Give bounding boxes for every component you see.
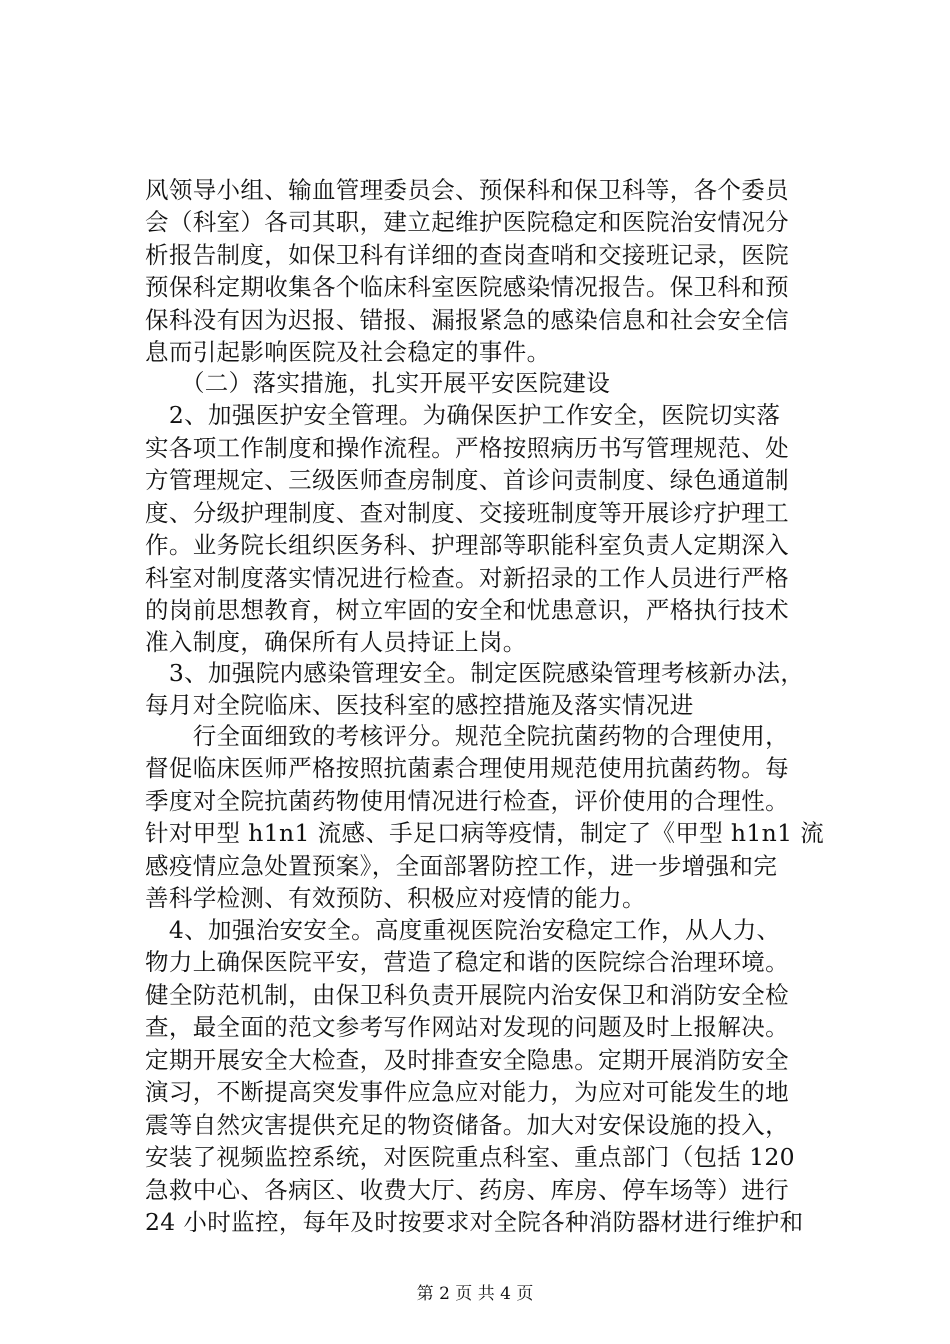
body-text-line: 准入制度，确保所有人员持证上岗。 bbox=[145, 628, 527, 656]
body-text-line: 督促临床医师严格按照抗菌素合理使用规范使用抗菌药物。每 bbox=[145, 754, 789, 782]
body-text-line: 度、分级护理制度、查对制度、交接班制度等开展诊疗护理工 bbox=[145, 499, 789, 527]
body-text-line: 息而引起影响医院及社会稳定的事件。 bbox=[145, 338, 551, 366]
body-text-line: 善科学检测、有效预防、积极应对疫情的能力。 bbox=[145, 884, 646, 912]
body-text-line: 演习，不断提高突发事件应急应对能力，为应对可能发生的地 bbox=[145, 1078, 789, 1106]
page-number-footer: 第 2 页 共 4 页 bbox=[416, 1284, 534, 1304]
body-text-line: 4、加强治安安全。高度重视医院治安稳定工作，从人力、 bbox=[145, 916, 781, 944]
body-text-line: 析报告制度，如保卫科有详细的查岗查哨和交接班记录，医院 bbox=[145, 241, 789, 269]
body-text-line: 每月对全院临床、医技科室的感控措施及落实情况进 bbox=[145, 691, 694, 719]
body-text-line: 3、加强院内感染管理安全。制定医院感染管理考核新办法， bbox=[145, 659, 805, 687]
body-text-line: 保科没有因为迟报、错报、漏报紧急的感染信息和社会安全信 bbox=[145, 306, 789, 334]
body-text-line: 实各项工作制度和操作流程。严格按照病历书写管理规范、处 bbox=[145, 434, 789, 462]
body-text-line: 查，最全面的范文参考写作网站对发现的问题及时上报解决。 bbox=[145, 1013, 789, 1041]
body-text-line: 科室对制度落实情况进行检查。对新招录的工作人员进行严格 bbox=[145, 564, 789, 592]
body-text-line: 震等自然灾害提供充足的物资储备。加大对安保设施的投入， bbox=[145, 1111, 789, 1139]
body-text-line: 季度对全院抗菌药物使用情况进行检查，评价使用的合理性。 bbox=[145, 787, 789, 815]
body-text-line: 风领导小组、输血管理委员会、预保科和保卫科等，各个委员 bbox=[145, 176, 789, 204]
body-text-line: 方管理规定、三级医师查房制度、首诊问责制度、绿色通道制 bbox=[145, 466, 789, 494]
body-text-line: 行全面细致的考核评分。规范全院抗菌药物的合理使用， bbox=[145, 722, 789, 750]
body-text-line: 2、加强医护安全管理。为确保医护工作安全，医院切实落 bbox=[145, 401, 781, 429]
body-text-line: 物力上确保医院平安，营造了稳定和谐的医院综合治理环境。 bbox=[145, 948, 789, 976]
body-text-line: 作。业务院长组织医务科、护理部等职能科室负责人定期深入 bbox=[145, 531, 789, 559]
body-text-line: 预保科定期收集各个临床科室医院感染情况报告。保卫科和预 bbox=[145, 273, 789, 301]
body-text-line: 安装了视频监控系统，对医院重点科室、重点部门（包括 120 bbox=[145, 1143, 795, 1171]
body-text-line: 24 小时监控，每年及时按要求对全院各种消防器材进行维护和 bbox=[145, 1208, 804, 1236]
body-text-line: 针对甲型 h1n1 流感、手足口病等疫情，制定了《甲型 h1n1 流 bbox=[145, 819, 825, 847]
section-heading: （二）落实措施，扎实开展平安医院建设 bbox=[145, 369, 611, 397]
body-text-line: 健全防范机制，由保卫科负责开展院内治安保卫和消防安全检 bbox=[145, 981, 789, 1009]
body-text-line: 会（科室）各司其职，建立起维护医院稳定和医院治安情况分 bbox=[145, 208, 789, 236]
body-text-line: 定期开展安全大检查，及时排查安全隐患。定期开展消防安全 bbox=[145, 1046, 789, 1074]
body-text-line: 感疫情应急处置预案》，全面部署防控工作，进一步增强和完 bbox=[145, 852, 778, 880]
body-text-line: 的岗前思想教育，树立牢固的安全和忧患意识，严格执行技术 bbox=[145, 596, 789, 624]
body-text-line: 急救中心、各病区、收费大厅、药房、库房、停车场等）进行 bbox=[145, 1176, 789, 1204]
